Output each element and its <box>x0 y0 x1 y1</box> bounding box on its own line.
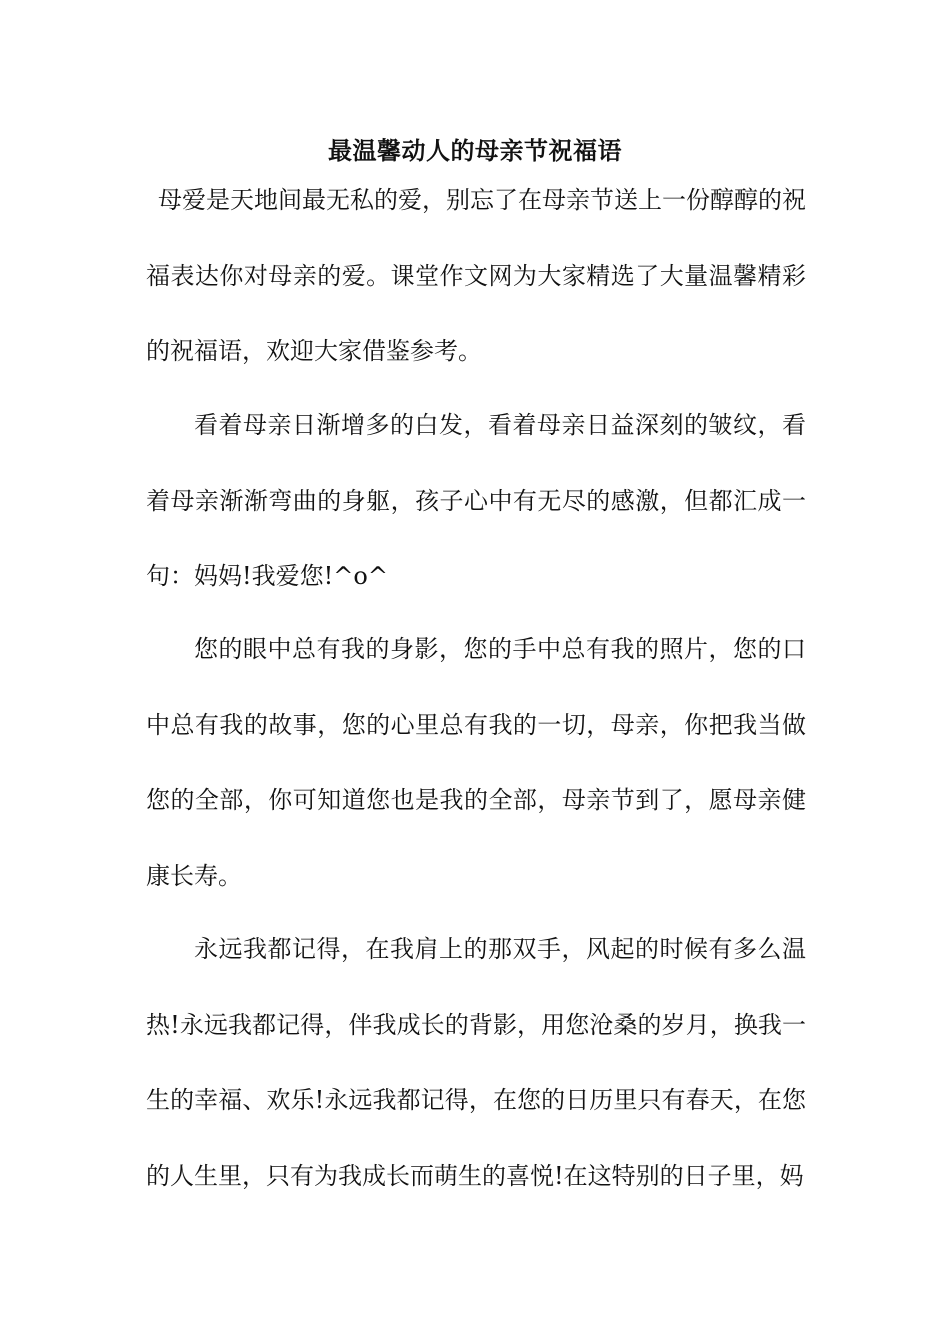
paragraph-3: 您的眼中总有我的身影，您的手中总有我的照片，您的口中总有我的故事，您的心里总有我的一切，母亲，你把我当做您的全部，你可知道您也是我的全部，母亲节到了，愿母亲健康长寿。 <box>146 635 806 890</box>
paragraph-2: 看着母亲日渐增多的白发，看着母亲日益深刻的皱纹，看着母亲渐渐弯曲的身躯，孩子心中有无尽的感激，但都汇成一句：妈妈!我爱您!^o^ <box>146 411 806 591</box>
document-title: 最温馨动人的母亲节祝福语 <box>328 136 622 165</box>
paragraph-4: 永远我都记得，在我肩上的那双手，风起的时候有多么温热!永远我都记得，伴我成长的背影，用您沧桑的岁月，换我一生的幸福、欢乐!永远我都记得，在您的日历里只有春天，在您的人生里，只有为我成长而萌生的喜悦!在这特别的日子里，妈 <box>146 935 806 1190</box>
paragraph-intro: 母爱是天地间最无私的爱，别忘了在母亲节送上一份醇醇的祝福表达你对母亲的爱。课堂作文网为大家精选了大量温馨精彩的祝福语，欢迎大家借鉴参考。 <box>146 186 806 366</box>
